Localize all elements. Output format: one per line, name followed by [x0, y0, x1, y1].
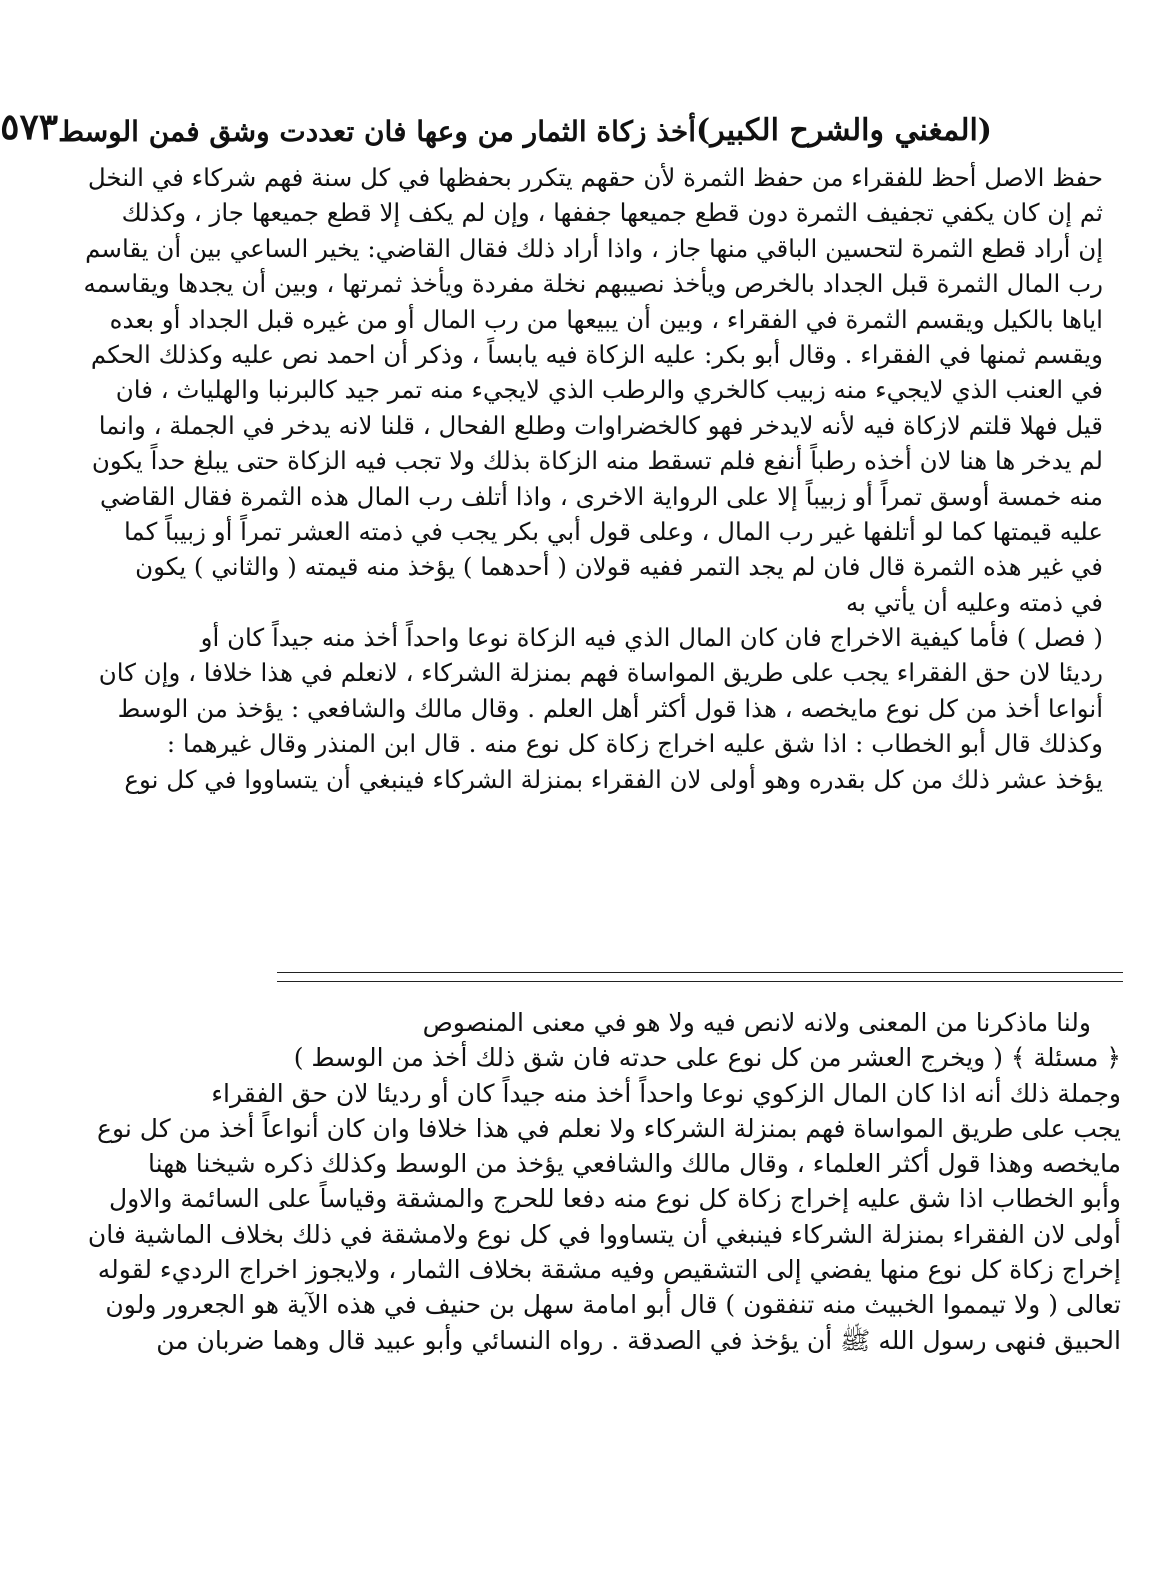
text-line: يجب على طريق المواساة فهم بمنزلة الشركاء ولا نعلم في هذا خلافا وان كان أنواعاً أخذ من كل نوع	[97, 1113, 1121, 1143]
text-line: منه خمسة أوسق تمراً أو زبيباً إلا على الرواية الاخرى ، واذا أتلف رب المال هذه الثمرة فقال القاضي	[100, 481, 1103, 511]
running-head	[0, 100, 992, 148]
text-line: يؤخذ عشر ذلك من كل بقدره وهو أولى لان الفقراء بمنزلة الشركاء فينبغي أن يتساووا في كل نوع	[124, 764, 1103, 794]
divider-line	[277, 972, 1123, 973]
text-line: قيل فهلا قلتم لازكاة فيه لأنه لايدخر فهو كالخضراوات وطلع الفحال ، قلنا لانه يدخر في الجملة ، وانما	[98, 410, 1103, 440]
divider-line	[277, 981, 1123, 982]
text-line: ويقسم ثمنها في الفقراء . وقال أبو بكر: عليه الزكاة فيه يابساً ، وذكر أن احمد نص عليه وكذلك الحكم	[90, 339, 1103, 369]
text-line: في العنب الذي لايجيء منه زبيب كالخري والرطب الذي لايجيء منه تمر جيد كالبرنبا والهلياث ، فان	[115, 375, 1103, 405]
main-text-block	[83, 160, 1103, 797]
section-topic: أخذ زكاة الثمار من وعها فان تعددت وشق فمن الوسط	[58, 115, 697, 148]
text-line: لم يدخر ها هنا لان أخذه رطباً أنفع فلم تسقط منه الزكاة بذلك ولا تجب فيه الزكاة حتى يبلغ حداً يكون	[91, 446, 1103, 476]
text-line: اياها بالكيل ويقسم الثمرة في الفقراء ، وبين أن يبيعها من رب المال أو من غيره قبل الجداد أو بعده	[109, 304, 1103, 334]
masala-heading-line: ﴿ مسئلة ﴾ ( ويخرج العشر من كل نوع على حدته فان شق ذلك أخذ من الوسط )	[293, 1043, 1121, 1073]
text-line: إخراج زكاة كل نوع منها يفضي إلى التشقيص وفيه مشقة بخلاف الثمار ، ولايجوز اخراج الرديء لقوله	[97, 1255, 1121, 1285]
text-line: رديئا لان حق الفقراء يجب على طريق المواساة فهم بمنزلة الشركاء ، لانعلم في هذا خلافا ، وإن كان	[98, 658, 1103, 688]
section-heading-line: ( فصل ) فأما كيفية الاخراج فان كان المال الذي فيه الزكاة نوعا واحداً أخذ منه جيداً كان أو	[200, 623, 1103, 653]
text-line: عليه قيمتها كما لو أتلفها غير رب المال ، وعلى قول أبي بكر يجب في ذمته العشر تمراً أو زبيباً كما	[123, 516, 1103, 546]
commentary-text-block	[87, 1005, 1121, 1358]
text-line: وأبو الخطاب اذا شق عليه إخراج زكاة كل نوع منه دفعا للحرج والمشقة وقياساً على السائمة والاول	[108, 1184, 1121, 1214]
text-line: حفظ الاصل أحظ للفقراء من حفظ الثمرة لأن حقهم يتكرر بحفظها في كل سنة فهم شركاء في النخل	[87, 163, 1103, 192]
text-line: أولى لان الفقراء بمنزلة الشركاء فينبغي أن يتساووا في كل نوع ولامشقة في ذلك بخلاف الماشية فان	[87, 1219, 1121, 1249]
text-line: إن أراد قطع الثمرة لتحسين الباقي منها جاز ، واذا أراد ذلك فقال القاضي: يخير الساعي بين أن يقاسم	[85, 233, 1103, 263]
text-line: مايخصه وهذا قول أكثر العلماء ، وقال مالك والشافعي يؤخذ من الوسط وكذلك ذكره شيخنا ههنا	[147, 1149, 1121, 1179]
page-number: ٥٧٣	[0, 106, 59, 148]
book-title: (المغني والشرح الكبير)	[696, 113, 992, 148]
text-line: الحبيق فنهى رسول الله ﷺ أن يؤخذ في الصدقة . رواه النسائي وأبو عبيد قال وهما ضربان من	[156, 1325, 1121, 1355]
text-line: وجملة ذلك أنه اذا كان المال الزكوي نوعا واحداً أخذ منه جيداً كان أو رديئا لان حق الفقراء	[211, 1078, 1121, 1108]
text-line: تعالى ( ولا تيمموا الخبيث منه تنفقون ) قال أبو امامة سهل بن حنيف في هذه الآية هو الجعرور ولون	[105, 1290, 1121, 1320]
text-line: أنواعا أخذ من كل نوع مايخصه ، هذا قول أكثر أهل العلم . وقال مالك والشافعي : يؤخذ من الوسط	[117, 693, 1103, 723]
text-line: ثم إن كان يكفي تجفيف الثمرة دون قطع جميعها جففها ، وإن لم يكف إلا قطع جميعها جاز ، وكذلك	[121, 198, 1103, 228]
text-line: ولنا ماذكرنا من المعنى ولانه لانص فيه ولا هو في معنى المنصوص	[422, 1008, 1091, 1037]
text-line: في ذمته وعليه أن يأتي به	[846, 587, 1103, 617]
text-line: في غير هذه الثمرة قال فان لم يجد التمر ففيه قولان ( أحدهما ) يؤخذ منه قيمته ( والثاني ) يكون	[135, 552, 1103, 582]
text-line: وكذلك قال أبو الخطاب : اذا شق عليه اخراج زكاة كل نوع منه . قال ابن المنذر وقال غيرهما :	[166, 729, 1103, 759]
text-line: رب المال الثمرة قبل الجداد بالخرص ويأخذ نصيبهم نخلة مفردة ويأخذ ثمرتها ، وبين أن يجدها ويقاسمه	[83, 269, 1103, 299]
